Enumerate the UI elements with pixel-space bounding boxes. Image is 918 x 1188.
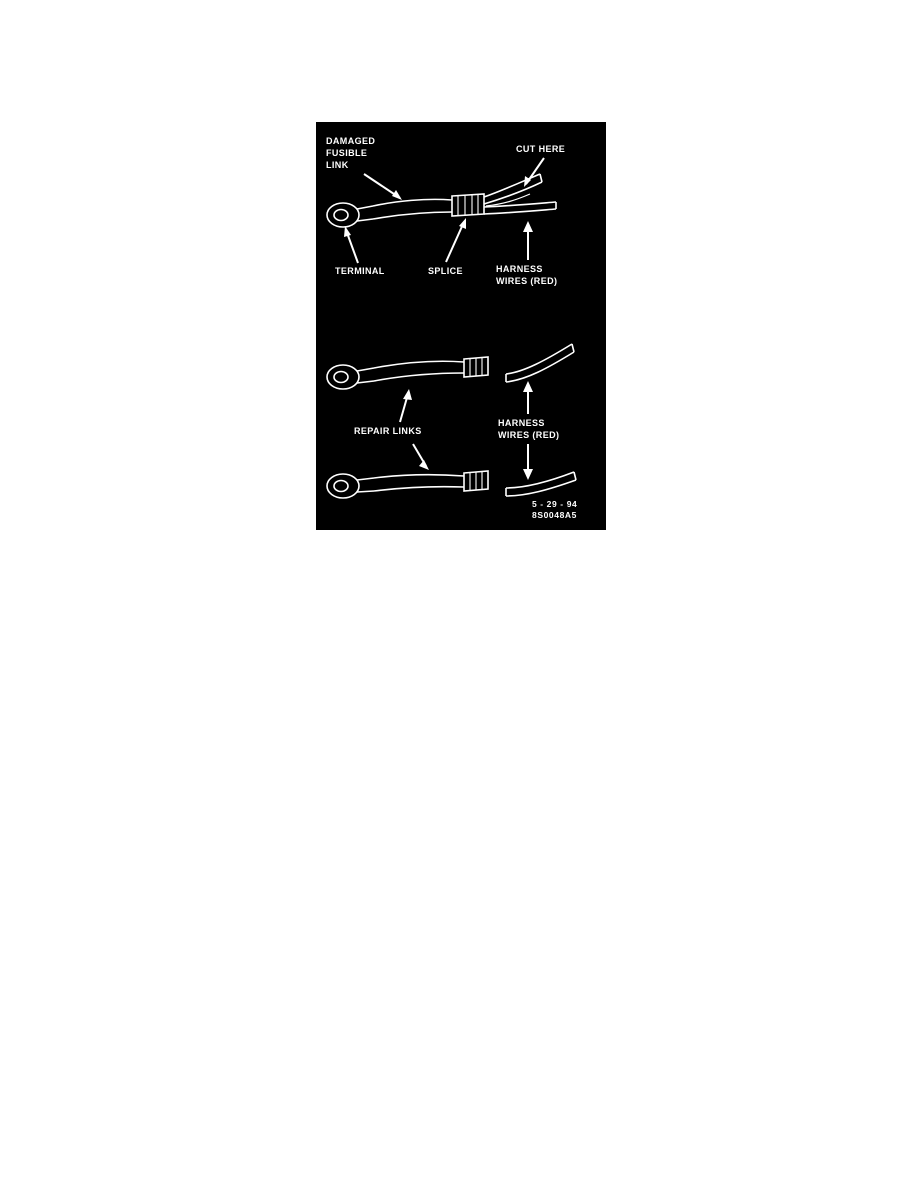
stamp-code: 8S0048A5	[532, 510, 577, 520]
label-harness-bottom-line2: WIRES (RED)	[498, 430, 560, 440]
figure-panel	[316, 122, 606, 530]
label-splice: SPLICE	[428, 266, 463, 276]
label-terminal: TERMINAL	[335, 266, 385, 276]
fusible-link-repair-illustration	[316, 122, 606, 530]
label-cut-here: CUT HERE	[516, 144, 566, 154]
label-harness-top-line1: HARNESS	[496, 264, 543, 274]
label-damaged-line2: FUSIBLE	[326, 148, 368, 158]
stamp-date: 5 - 29 - 94	[532, 499, 578, 509]
label-repair-links: REPAIR LINKS	[354, 426, 422, 436]
label-damaged-line1: DAMAGED	[326, 136, 376, 146]
label-harness-top-line2: WIRES (RED)	[496, 276, 558, 286]
label-harness-bottom-line1: HARNESS	[498, 418, 545, 428]
figure-background	[316, 122, 606, 530]
label-damaged-line3: LINK	[326, 160, 349, 170]
figure-stamp-group	[532, 499, 577, 520]
